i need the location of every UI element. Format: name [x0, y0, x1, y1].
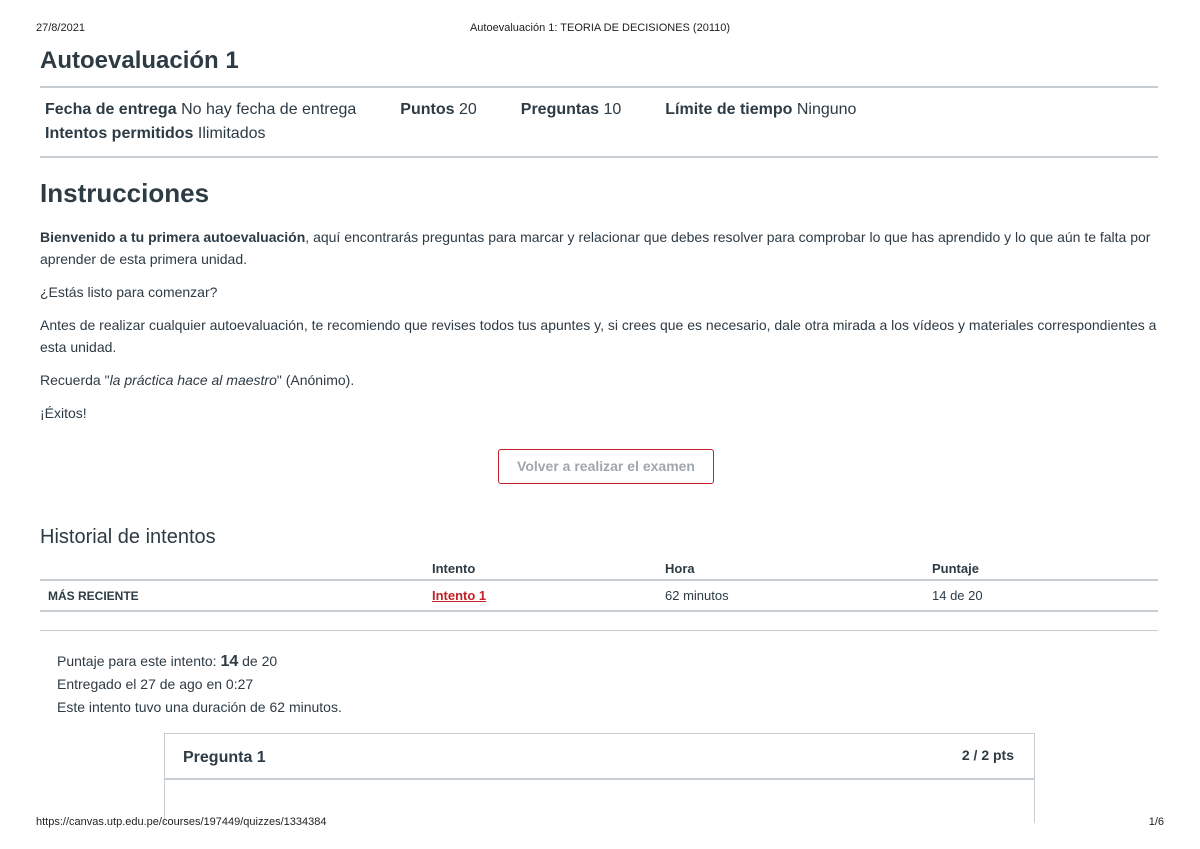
- instructions-intro: , aquí encontrarás preguntas para marcar y relacionar que debes resolver para comprobar lo que has aprendido y lo que aún te falta por aprender de esta primera unidad.: [40, 229, 1151, 267]
- column-header-score: Puntaje: [924, 557, 1158, 580]
- instructions-paragraph: [40, 369, 1158, 391]
- allowed-attempts: [45, 122, 265, 146]
- divider: [40, 156, 1158, 158]
- print-date: 27/8/2021: [36, 22, 85, 34]
- attempt-history-table: [40, 557, 1158, 612]
- question-card: [164, 733, 1035, 823]
- column-header-time: Hora: [657, 557, 924, 580]
- instructions-paragraph: ¡Éxitos!: [40, 405, 87, 421]
- due-date-value: No hay fecha de entrega: [181, 101, 357, 118]
- quote-prefix: Recuerda ": [40, 372, 110, 388]
- print-url: https://canvas.utp.edu.pe/courses/197449/quizzes/1334384: [36, 816, 327, 828]
- time-limit-value: Ninguno: [796, 101, 857, 118]
- retake-container: [40, 449, 1158, 485]
- print-footer: [36, 816, 1164, 830]
- time-limit: [665, 98, 856, 122]
- attempt-history-heading: Historial de intentos: [40, 526, 216, 548]
- column-header-attempt: Intento: [424, 557, 657, 580]
- time-limit-label: Límite de tiempo: [665, 101, 793, 118]
- questions-value: 10: [603, 101, 622, 118]
- attempt-score: 14 de 20: [924, 580, 1158, 611]
- instructions-welcome: Bienvenido a tu primera autoevaluación: [40, 229, 306, 245]
- allowed-attempts-label: Intentos permitidos: [45, 125, 194, 142]
- quote-suffix: " (Anónimo).: [276, 372, 355, 388]
- print-header: [36, 22, 1164, 36]
- due-date: [45, 98, 356, 122]
- score-label: Puntaje para este intento:: [57, 653, 217, 669]
- quiz-content: [40, 44, 1158, 719]
- due-date-label: Fecha de entrega: [45, 101, 177, 118]
- score-value: 14: [220, 653, 239, 670]
- instructions-paragraph: Antes de realizar cualquier autoevaluación, te recomiendo que revises todos tus apuntes y, si crees que es necesario, dale otra mirada a los vídeos y materiales correspondientes a esta unidad.: [40, 317, 1157, 355]
- points: [400, 98, 476, 122]
- instructions-body: [40, 226, 1158, 424]
- print-document-title: Autoevaluación 1: TEORIA DE DECISIONES (20110): [469, 22, 731, 34]
- question-title: Pregunta 1: [183, 749, 266, 766]
- questions-label: Preguntas: [520, 101, 600, 118]
- table-row: [40, 580, 1158, 611]
- attempt-time: 62 minutos: [657, 580, 924, 611]
- attempt-status: MÁS RECIENTE: [40, 580, 424, 611]
- attempt-score-line: [57, 650, 1158, 673]
- column-header-status: [40, 557, 424, 580]
- score-suffix: de 20: [242, 653, 278, 669]
- submitted-at: Entregado el 27 de ago en 0:27: [57, 676, 254, 692]
- instructions-paragraph: [40, 226, 1158, 270]
- questions: [521, 98, 622, 122]
- question-header: [165, 734, 1034, 780]
- question-points: 2 / 2 pts: [961, 747, 1014, 763]
- divider: [40, 630, 1158, 631]
- quote-text: la práctica hace al maestro: [109, 372, 277, 388]
- page-number: 1/6: [1148, 816, 1164, 828]
- instructions-heading: Instrucciones: [40, 178, 210, 208]
- table-header-row: [40, 557, 1158, 580]
- points-value: 20: [458, 101, 477, 118]
- attempt-duration: Este intento tuvo una duración de 62 minutos.: [57, 699, 342, 715]
- instructions-paragraph: ¿Estás listo para comenzar?: [40, 284, 218, 300]
- allowed-attempts-value: Ilimitados: [197, 125, 266, 142]
- retake-quiz-button[interactable]: Volver a realizar el examen: [498, 449, 714, 484]
- page-title: Autoevaluación 1: [40, 47, 239, 74]
- points-label: Puntos: [400, 101, 455, 118]
- attempt-cell: [424, 580, 657, 611]
- attempt-summary: [57, 650, 1158, 719]
- quiz-details: [40, 88, 1158, 156]
- attempt-link[interactable]: Intento 1: [432, 588, 487, 603]
